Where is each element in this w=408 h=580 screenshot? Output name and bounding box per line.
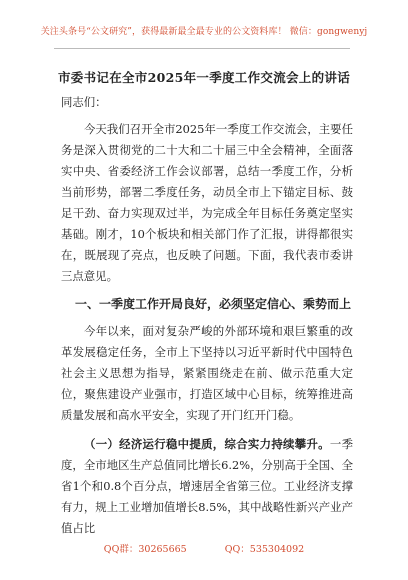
- document-title: 市委书记在全市2025年一季度工作交流会上的讲话: [58, 70, 350, 85]
- promo-banner: 关注头条号“公文研究”，获得最新最全最专业的公文资料库！ 微信：gongwenyj: [40, 27, 368, 37]
- intro-paragraph: 今天我们召开全市2025年一季度工作交流会，主要任务是深入贯彻党的二十大和二十届三中全会精神，全面落实中央、省委经济工作会议部署，总结一季度工作，分析当前形势，部署二季度任务，动员全市上下锚定目标、鼓足干劲、奋力实现双过半，为完成全年目标任务奠定坚实基础。刚才，10个板块和相关部门作了汇报，讲得都很实在，既展现了亮点，也反映了问题。下面，我代表市委讲三点意见。: [61, 122, 353, 283]
- contact-footer: [0, 541, 408, 555]
- subsection-1-paragraph: [61, 434, 353, 539]
- salutation: 同志们：: [61, 95, 107, 109]
- header-divider: [54, 48, 350, 49]
- section-1-heading: 一、一季度工作开局良好，必须坚定信心、乘势而上: [75, 297, 352, 311]
- qq-contact: QQ：535304092: [224, 544, 305, 555]
- qq-group: QQ群：30265665: [103, 544, 187, 555]
- subsection-1-text: 一季度，全市地区生产总值同比增长6.2%，分别高于全国、全省1个和0.8个百分点，增速居全省第三位。工业经济支撑有力，规上工业增加值增长8.5%，其中战略性新兴产业产值占比: [61, 437, 353, 535]
- subsection-1-heading: （一）经济运行稳中提质，综合实力持续攀升。: [84, 437, 330, 451]
- section-1-paragraph: 今年以来，面对复杂严峻的外部环境和艰巨繁重的改革发展稳定任务，全市上下坚持以习近平新时代中国特色社会主义思想为指导，紧紧围绕走在前、做示范重大定位，聚焦建设产业强市，打造区域中心目标，统筹推进高质量发展和高水平安全，实现了开门红开门稳。: [61, 324, 353, 422]
